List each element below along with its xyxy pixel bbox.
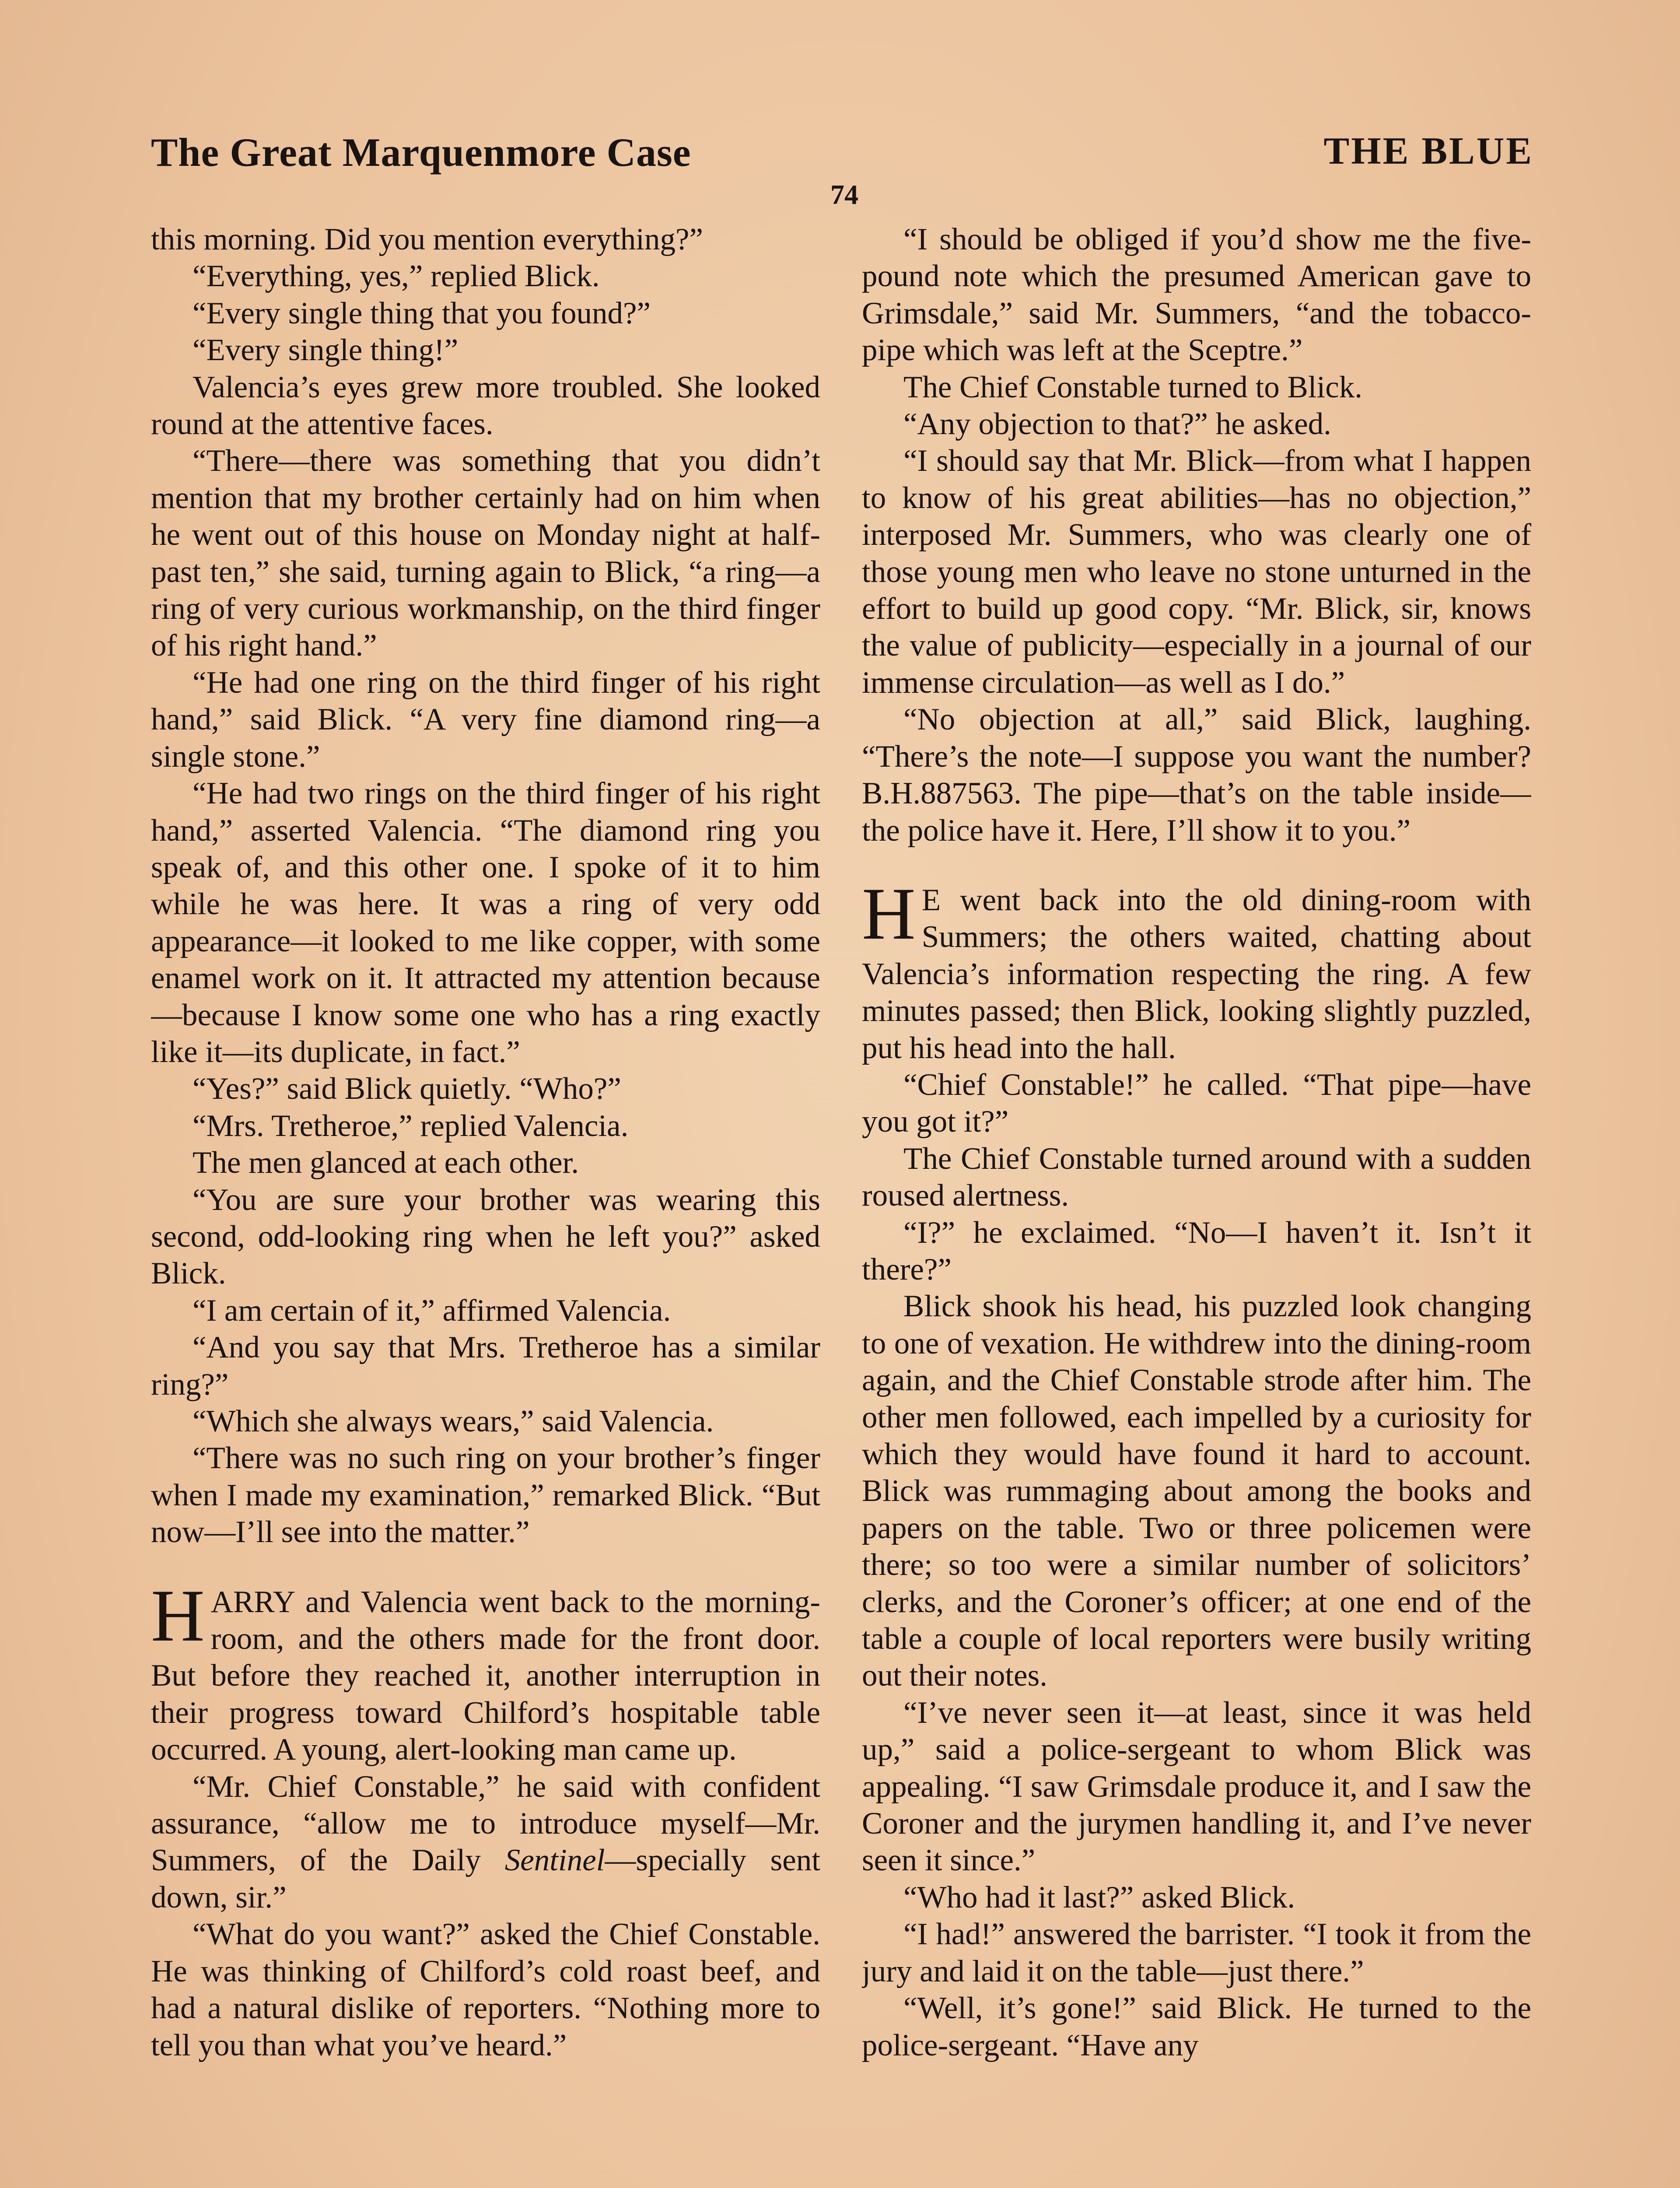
paragraph: “What do you want?” asked the Chief Constable. He was thinking of Chilford’s cold roast beef, and had a natural dislike of reporters. “Nothing more to tell you than what you’ve heard.” [151, 1917, 820, 2062]
paragraph: “You are sure your brother was wearing this second, odd-looking ring when he left you?” asked Blick. [151, 1182, 820, 1291]
paragraph: “I should be obliged if you’d show me the five-pound note which the presumed American gave to Grimsdale,” said Mr. Summers, “and the tobacco-pipe which was left at the Sceptre.” [862, 222, 1531, 368]
paragraph: “He had one ring on the third finger of his right hand,” said Blick. “A very fine diamond ring—a single stone.” [151, 665, 820, 774]
section-opening [151, 1574, 820, 1768]
paragraph [151, 1768, 820, 1916]
paragraph: “He had two rings on the third finger of his right hand,” asserted Valencia. “The diamond ring you speak of, and this other one. I spoke of it to him while he was here. It was a ring of very odd appearance—it looked to me like copper, with some enamel work on it. It attracted my attention because—because I know some one who has a ring exactly like it—its duplicate, in fact.” [151, 776, 820, 1069]
right-column [862, 221, 1531, 2188]
paragraph: The men glanced at each other. [192, 1146, 579, 1180]
paragraph-text: “Mr. Chief Constable,” he said with confident assurance, “allow me to introduce myself—Mr. Summers, of the Daily [151, 1769, 820, 1878]
page-number: 74 [830, 179, 858, 210]
paragraph: “Every single thing that you found?” [192, 296, 651, 330]
paragraph: “Who had it last?” asked Blick. [903, 1880, 1295, 1914]
paragraph: “And you say that Mrs. Tretheroe has a similar ring?” [151, 1330, 820, 1402]
left-column [151, 221, 820, 2188]
drop-cap: H [862, 872, 916, 955]
paragraph: “I had!” answered the barrister. “I took it from the jury and laid it on the table—just there.” [862, 1917, 1531, 1988]
paragraph: “No objection at all,” said Blick, laughing. “There’s the note—I suppose you want the number? B.H.887563. The pipe—that’s on the table inside—the police have it. Here, I’ll show it to you.” [862, 702, 1531, 848]
paragraph: “Yes?” said Blick quietly. “Who?” [192, 1072, 621, 1106]
newspaper-name: Sentinel [504, 1843, 605, 1878]
section-lead-text: ARRY and Valencia went back to the morning-room, and the others made for the front door. But before they reached it, another interruption in their progress toward Chilford’s hospitable table occurred. A young, alert-looking man came up. [151, 1585, 820, 1767]
paragraph: “I am certain of it,” affirmed Valencia. [192, 1293, 671, 1328]
magazine-title: THE BLUE [1323, 130, 1533, 172]
paragraph: “Mrs. Tretheroe,” replied Valencia. [192, 1108, 629, 1143]
paragraph: “Any objection to that?” he asked. [903, 407, 1331, 442]
story-title: The Great Marquenmore Case [151, 130, 691, 175]
drop-cap: H [151, 1574, 205, 1657]
paragraph: “Which she always wears,” said Valencia. [192, 1404, 714, 1438]
paragraph: “I should say that Mr. Blick—from what I happen to know of his great abilities—has no objection,” interposed Mr. Summers, who was clearly one of those young men who leave no stone unturned in the effort to build up good copy. “Mr. Blick, sir, knows the value of publicity—especially in a journal of our immense circulation—as well as I do.” [862, 444, 1531, 700]
section-lead-text: E went back into the old dining-room with Summers; the others waited, chatting about Valencia’s information respecting the ring. A few minutes passed; then Blick, looking slightly puzzled, put his head into the hall. [862, 883, 1531, 1065]
paragraph: “Well, it’s gone!” said Blick. He turned to the police-sergeant. “Have any [862, 1991, 1531, 2062]
paragraph: “I’ve never seen it—at least, since it was held up,” said a police-sergeant to whom Blick was appealing. “I saw Grimsdale produce it, and I saw the Coroner and the jurymen handling it, and I’ve never seen it since.” [862, 1695, 1531, 1878]
paragraph: “Chief Constable!” he called. “That pipe—have you got it?” [862, 1067, 1531, 1139]
paragraph: Blick shook his head, his puzzled look changing to one of vexation. He withdrew into the dining-room again, and the Chief Constable strode after him. The other men followed, each impelled by a curiosity for which they would have found it hard to account. Blick was rummaging about among the books and papers on the table. Two or three policemen were there; so too were a similar number of solicitors’ clerks, and the Coroner’s officer; at one end of the table a couple of local reporters were busily writing out their notes. [862, 1289, 1531, 1693]
paragraph: “I?” he exclaimed. “No—I haven’t it. Isn’t it there?” [862, 1215, 1531, 1287]
paragraph: “Everything, yes,” replied Blick. [192, 259, 600, 294]
paragraph: “There was no such ring on your brother’s finger when I made my examination,” remarked Blick. “But now—I’ll see into the matter.” [151, 1441, 820, 1550]
paragraph: The Chief Constable turned to Blick. [903, 370, 1363, 404]
paragraph: The Chief Constable turned around with a sudden roused alertness. [862, 1141, 1531, 1213]
paragraph: Valencia’s eyes grew more troubled. She looked round at the attentive faces. [151, 370, 820, 442]
section-opening [862, 872, 1531, 1066]
paragraph-text: —specially sent down, sir.” [151, 1843, 820, 1914]
paragraph: “There—there was something that you didn’t mention that my brother certainly had on him when he went out of this house on Monday night at half-past ten,” she said, turning again to Blick, “a ring—a ring of very curious workmanship, on the third finger of his right hand.” [151, 444, 820, 663]
paragraph: “Every single thing!” [192, 333, 458, 368]
paragraph: this morning. Did you mention everything?” [151, 222, 704, 256]
